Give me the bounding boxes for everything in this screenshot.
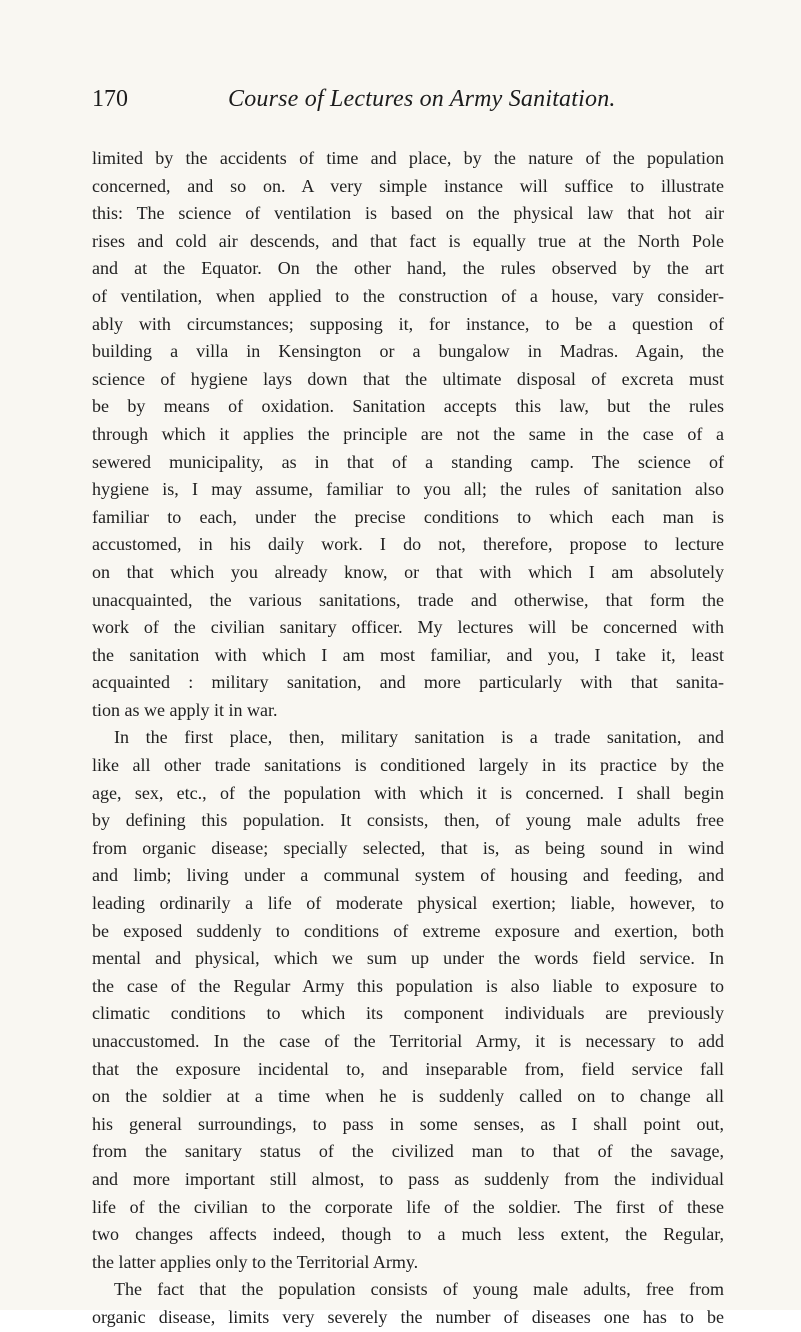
text-line: by defining this population. It consists, then, of young male adults free	[92, 810, 724, 831]
text-line: on the soldier at a time when he is suddenly called on to change all	[92, 1086, 724, 1107]
text-line: from organic disease; specially selected, that is, as being sound in wind	[92, 837, 724, 858]
text-line: be by means of oxidation. Sanitation accepts this law, but the rules	[92, 396, 724, 417]
text-line: the sanitation with which I am most familiar, and you, I take it, least	[92, 644, 724, 665]
text-line: unaccustomed. In the case of the Territorial Army, it is necessary to add	[92, 1031, 724, 1051]
text-line: leading ordinarily a life of moderate physical exertion; liable, however, to	[92, 893, 724, 914]
text-line: accustomed, in his daily work. I do not, therefore, propose to lecture	[92, 534, 724, 555]
page-number: 170	[92, 86, 128, 112]
text-line: concerned, and so on. A very simple instance will suffice to illustrate	[92, 175, 724, 196]
text-line: life of the civilian to the corporate life of the soldier. The first of these	[92, 1196, 724, 1217]
text-line: tion as we apply it in war.	[92, 699, 278, 720]
running-title: Course of Lectures on Army Sanitation.	[228, 86, 616, 112]
text-line: work of the civilian sanitary officer. My lectures will be concerned with	[92, 617, 724, 638]
text-line: limited by the accidents of time and place, by the nature of the population	[92, 148, 724, 168]
text-line: this: The science of ventilation is based on the physical law that hot air	[92, 203, 724, 224]
text-line: climatic conditions to which its component individuals are previously	[92, 1003, 724, 1024]
text-line: and more important still almost, to pass as suddenly from the individual	[92, 1168, 724, 1189]
text-line: building a villa in Kensington or a bungalow in Madras. Again, the	[92, 341, 724, 362]
text-line: ably with circumstances; supposing it, for instance, to be a question of	[92, 313, 724, 334]
text-line: unacquainted, the various sanitations, trade and otherwise, that form the	[92, 589, 724, 610]
text-line: the latter applies only to the Territorial Army.	[92, 1251, 419, 1272]
paragraph	[92, 145, 724, 724]
paragraph	[92, 724, 724, 1276]
text-line: science of hygiene lays down that the ultimate disposal of excreta must	[92, 368, 724, 389]
page-header	[92, 86, 732, 122]
text-line: from the sanitary status of the civilized man to that of the savage,	[92, 1141, 724, 1162]
text-line: two changes affects indeed, though to a much less extent, the Regular,	[92, 1224, 724, 1245]
text-line: of ventilation, when applied to the construction of a house, vary consider-	[92, 285, 724, 306]
text-line: and at the Equator. On the other hand, the rules observed by the art	[92, 258, 724, 279]
text-line: be exposed suddenly to conditions of extreme exposure and exertion, both	[92, 920, 724, 941]
text-line: mental and physical, which we sum up under the words field service. In	[92, 948, 724, 969]
text-line: sewered municipality, as in that of a standing camp. The science of	[92, 451, 724, 472]
text-line: hygiene is, I may assume, familiar to you all; the rules of sanitation also	[92, 479, 724, 500]
text-line: acquainted : military sanitation, and more particularly with that sanita-	[92, 672, 724, 693]
body-text	[92, 145, 724, 1332]
text-line: on that which you already know, or that with which I am absolutely	[92, 561, 724, 582]
text-line: and limb; living under a communal system of housing and feeding, and	[92, 865, 724, 886]
text-line: age, sex, etc., of the population with which it is concerned. I shall begin	[92, 782, 724, 803]
text-line: his general surroundings, to pass in some senses, as I shall point out,	[92, 1113, 724, 1134]
text-line: The fact that the population consists of young male adults, free from	[114, 1279, 724, 1300]
text-line: the case of the Regular Army this population is also liable to exposure to	[92, 975, 724, 996]
text-line: familiar to each, under the precise conditions to which each man is	[92, 506, 724, 527]
text-line: through which it applies the principle are not the same in the case of a	[92, 423, 724, 444]
text-line: organic disease, limits very severely the number of diseases one has to be	[92, 1306, 724, 1327]
text-line: rises and cold air descends, and that fact is equally true at the North Pole	[92, 230, 724, 251]
text-line: like all other trade sanitations is conditioned largely in its practice by the	[92, 755, 724, 776]
text-line: In the first place, then, military sanitation is a trade sanitation, and	[114, 727, 724, 748]
paragraph	[92, 1276, 724, 1331]
text-line: that the exposure incidental to, and inseparable from, field service fall	[92, 1058, 724, 1079]
